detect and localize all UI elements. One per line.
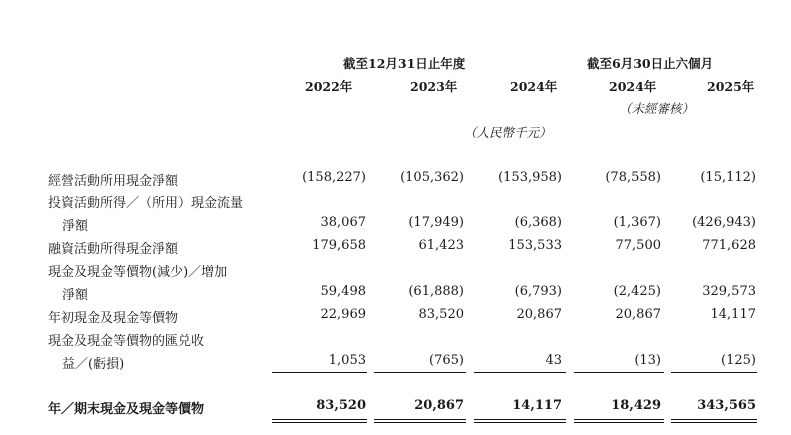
row-1-value-2023: (105,362) <box>400 170 464 185</box>
total-value-2025h1: 343,565 <box>697 398 756 413</box>
total-double-rule-col-1-a <box>272 419 367 420</box>
row-3-value-2022: 179,658 <box>312 238 366 253</box>
total-value-2023: 20,867 <box>414 398 464 413</box>
header-halfyear-group-label: 截至6月30日止六個月 <box>587 56 714 71</box>
row-2-value-2025h1: (426,943) <box>692 215 756 230</box>
row-5-value-2023: 83,520 <box>418 307 464 322</box>
row-5-label: 年初現金及現金等價物 <box>48 311 179 326</box>
total-double-rule-col-4-b <box>574 422 664 423</box>
total-double-rule-col-4-a <box>574 419 664 420</box>
row-5-value-2022: 22,969 <box>320 307 366 322</box>
total-double-rule-col-1-b <box>272 422 367 423</box>
row-2-value-2024h1: (1,367) <box>613 215 661 230</box>
row-2-value-2024: (6,368) <box>514 215 562 230</box>
row-2-value-2022: 38,067 <box>320 215 366 230</box>
row-3-value-2025h1: 771,628 <box>702 238 756 253</box>
row-6-value-2024: 43 <box>545 353 562 368</box>
row-6-value-2025h1: (125) <box>721 353 756 368</box>
row-5-value-2024h1: 20,867 <box>615 307 661 322</box>
total-double-rule-col-3-a <box>474 419 566 420</box>
row-1-value-2024: (153,958) <box>498 170 562 185</box>
total-double-rule-col-5-a <box>671 419 757 420</box>
subtotal-rule-col-3 <box>474 372 566 373</box>
row-4-value-2024: (6,793) <box>514 284 562 299</box>
row-1-value-2024h1: (78,558) <box>605 170 661 185</box>
row-6-value-2024h1: (13) <box>634 353 661 368</box>
subtotal-rule-col-2 <box>374 372 466 373</box>
header-year-col-2: 2023年 <box>410 79 458 94</box>
row-4-value-2024h1: (2,425) <box>613 284 661 299</box>
unaudited-note: （未經審核） <box>619 101 695 116</box>
row-3-value-2023: 61,423 <box>418 238 464 253</box>
header-year-col-4: 2024年 <box>609 79 657 94</box>
total-double-rule-col-2-a <box>374 419 466 420</box>
subtotal-rule-col-1 <box>272 372 367 373</box>
row-4-label-line-2: 淨額 <box>62 288 89 303</box>
row-5-value-2024: 20,867 <box>516 307 562 322</box>
total-value-2024: 14,117 <box>512 398 562 413</box>
row-6-label-line-2: 益／(虧損) <box>62 357 125 372</box>
header-year-col-1: 2022年 <box>305 79 353 94</box>
row-1-label: 經營活動所用現金淨額 <box>48 174 179 189</box>
row-6-value-2023: (765) <box>429 353 464 368</box>
row-2-label-line-1: 投資活動所得／（所用）現金流量 <box>48 196 244 211</box>
subtotal-rule-col-4 <box>574 372 664 373</box>
row-3-value-2024h1: 77,500 <box>615 238 661 253</box>
total-double-rule-col-3-b <box>474 422 566 423</box>
row-5-value-2025h1: 14,117 <box>710 307 756 322</box>
subtotal-rule-col-5 <box>671 372 757 373</box>
total-value-2024h1: 18,429 <box>611 398 661 413</box>
row-2-value-2023: (17,949) <box>408 215 464 230</box>
row-3-value-2024: 153,533 <box>508 238 562 253</box>
row-1-value-2022: (158,227) <box>302 170 366 185</box>
total-double-rule-col-2-b <box>374 422 466 423</box>
total-double-rule-col-5-b <box>671 422 757 423</box>
header-year-col-3: 2024年 <box>510 79 558 94</box>
row-4-value-2023: (61,888) <box>408 284 464 299</box>
row-4-value-2025h1: 329,573 <box>702 284 756 299</box>
row-4-value-2022: 59,498 <box>320 284 366 299</box>
row-4-label-line-1: 現金及現金等價物(減少)／增加 <box>48 265 228 280</box>
total-row-label: 年／期末現金及現金等價物 <box>48 402 205 417</box>
row-6-label-line-1: 現金及現金等價物的匯兑收 <box>48 334 205 349</box>
row-2-label-line-2: 淨額 <box>62 219 89 234</box>
header-year-group-label: 截至12月31日止年度 <box>343 56 466 71</box>
unit-note: （人民幣千元） <box>464 125 552 140</box>
row-6-value-2022: 1,053 <box>328 353 366 368</box>
header-year-col-5: 2025年 <box>707 79 755 94</box>
total-value-2022: 83,520 <box>316 398 366 413</box>
row-3-label: 融資活動所得現金淨額 <box>48 242 179 257</box>
row-1-value-2025h1: (15,112) <box>700 170 756 185</box>
